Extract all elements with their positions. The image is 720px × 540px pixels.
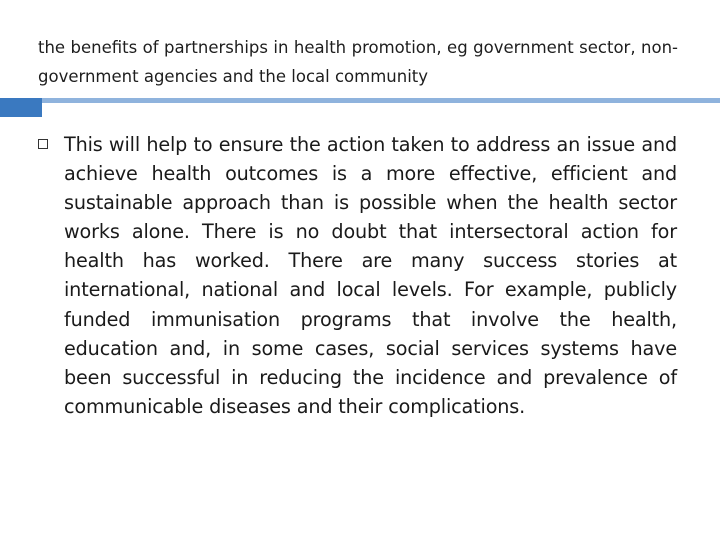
bullet-text: This will help to ensure the action taken to address an issue and achieve health outcomes is a more effective, efficient and sustainable approach than is possible when the health sector works alone. There is no doubt that intersectoral action for health has worked. There are many success stories at international, national and local levels. For example, publicly funded immunisation programs that involve the health, education and, in some cases, social services systems have been successful in reducing the incidence and prevalence of communicable diseases and their complications. (64, 133, 677, 418)
slide-title: the benefits of partnerships in health promotion, eg government sector, non-government agencies and the local community (38, 38, 678, 86)
square-bullet-icon (38, 139, 48, 149)
header-accent-bar (0, 98, 42, 117)
header-divider-line (42, 98, 720, 103)
